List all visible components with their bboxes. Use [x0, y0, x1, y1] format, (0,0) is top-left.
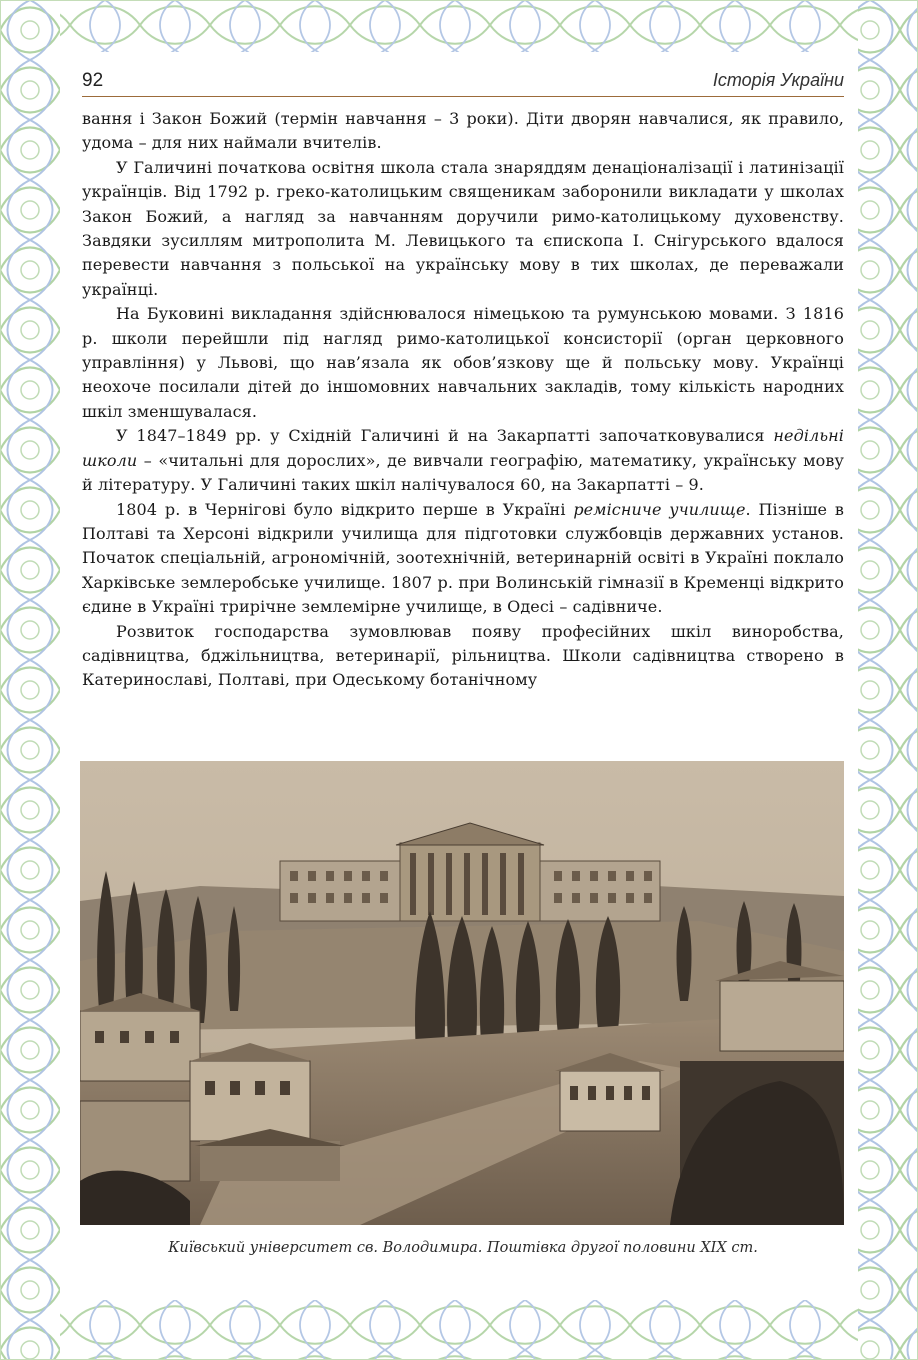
running-title: Історія України — [712, 70, 844, 90]
term-craft-school: ремісниче училище — [573, 499, 746, 519]
paragraph-4 — [82, 424, 844, 497]
term-sunday-schools: недільні школи — [82, 426, 844, 470]
paragraph-5-text-a: 1804 р. в Чернігові було відкрито перше в Україні — [116, 499, 574, 519]
paragraph-5-text-b: . Пізніше в Полтаві та Херсоні відкрили училища для підготовки службовців державних установ. Початок спеціальній, агрономічній, зоотехнічній, ветеринарній освіті в Україні поклало Харківське землеробське училище. 1807 р. при Волинській гімназії в Кременці відкрито єдине в Україні трирічне землемірне училище, в Одесі – садівниче. — [82, 499, 844, 617]
figure-caption: Київський університет св. Володимира. Поштівка другої половини XIX ст. — [168, 1240, 758, 1256]
paragraph-1: вання і Закон Божий (термін навчання – 3 роки). Діти дворян навчалися, як правило, удома – для них наймали вчителів. — [82, 109, 844, 153]
paragraph-4-text-b: – «читальні для дорослих», де вивчали географію, математику, українську мову й літературу. У Галичині таких шкіл налічувалося 60, на Закарпатті – 9. — [82, 450, 844, 495]
page-number: 92 — [82, 70, 104, 91]
body-text — [82, 107, 844, 693]
page-header — [82, 68, 844, 97]
paragraph-3: На Буковині викладання здійснювалося німецькою та румунською мовами. З 1816 р. школи перейшли під нагляд римо-католицької консисторії (орган церковного управління) у Львові, що нав’язала як обов’язкову ще й польську мову. Українці неохоче посилали дітей до іншомовних навчальних закладів, тому кількість народних шкіл зменшувалася. — [82, 304, 844, 421]
paragraph-4-text-a: У 1847–1849 рр. у Східній Галичині й на Закарпатті започатковувалися — [116, 426, 774, 446]
paragraph-2: У Галичині початкова освітня школа стала знаряддям денаціоналізації і латинізації українців. Від 1792 р. греко-католицьким священикам заборонили викладати у школах Закон Божий, а нагляд за навчанням доручили римо-католицькому духовенству. Завдяки зусиллям митрополита М. Левицького та єпископа І. Снігурського вдалося перевести навчання з польської на українську мову в тих школах, де переважали українці. — [82, 157, 844, 299]
paragraph-6: Розвиток господарства зумовлював появу професійних шкіл виноробства, садівництва, бджільництва, ветеринарії, рільництва. Школи садівництва створено в Катеринославі, Полтаві, при Одеському ботанічному — [82, 621, 844, 690]
university-postcard-image — [80, 761, 844, 1225]
paragraph-5 — [82, 498, 844, 620]
postcard-drawing — [80, 761, 844, 1225]
